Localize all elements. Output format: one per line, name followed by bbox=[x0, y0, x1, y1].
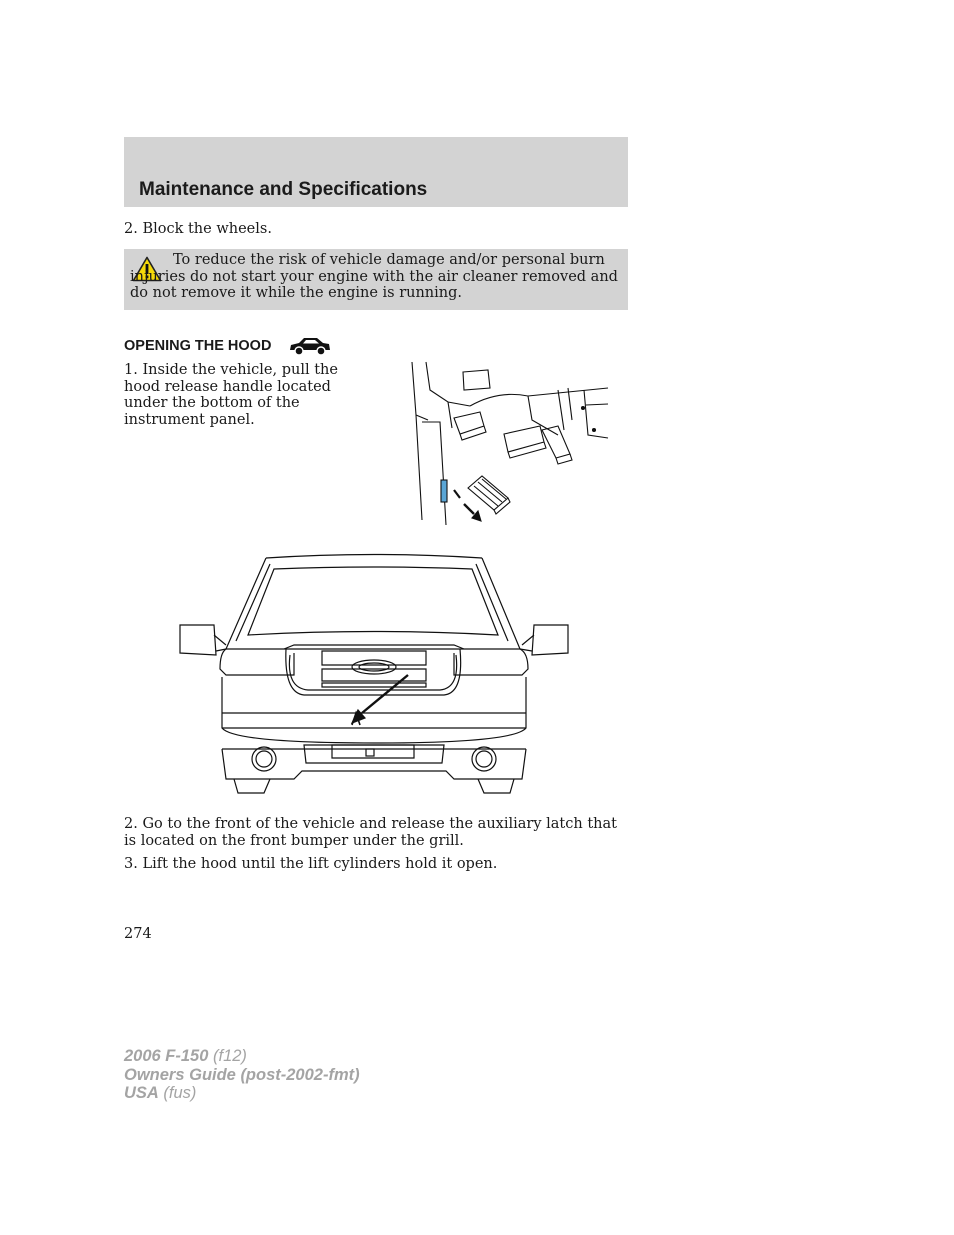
page-number: 274 bbox=[124, 926, 152, 942]
footer-document-id bbox=[124, 1047, 360, 1103]
step-2-text: 2. Go to the front of the vehicle and release the auxiliary latch that is located on the front bumper under the grill. bbox=[124, 816, 617, 849]
footer-market-code: (fus) bbox=[158, 1084, 197, 1102]
step-3-text: 3. Lift the hood until the lift cylinders hold it open. bbox=[124, 856, 498, 872]
warning-box bbox=[124, 249, 628, 310]
warning-text: To reduce the risk of vehicle damage and/or personal burn injuries do not start your engine with the air cleaner removed and do not remove it while the engine is running. bbox=[130, 252, 618, 301]
footer-guide-type: Owners Guide (post-2002-fmt) bbox=[124, 1065, 360, 1084]
footer-market: USA bbox=[124, 1084, 159, 1102]
section-heading: OPENING THE HOOD bbox=[124, 338, 272, 354]
section-header-title: Maintenance and Specifications bbox=[139, 179, 428, 200]
hood-release-illustration bbox=[408, 360, 613, 530]
truck-front-illustration bbox=[174, 553, 574, 798]
section-header-band bbox=[124, 137, 628, 207]
step-block-wheels: 2. Block the wheels. bbox=[124, 221, 272, 237]
step-1-text: 1. Inside the vehicle, pull the hood release handle located under the bottom of the instrument panel. bbox=[124, 362, 338, 428]
car-icon bbox=[288, 335, 332, 357]
footer-model: 2006 F-150 bbox=[124, 1047, 209, 1065]
footer-model-code: (f12) bbox=[208, 1047, 247, 1065]
